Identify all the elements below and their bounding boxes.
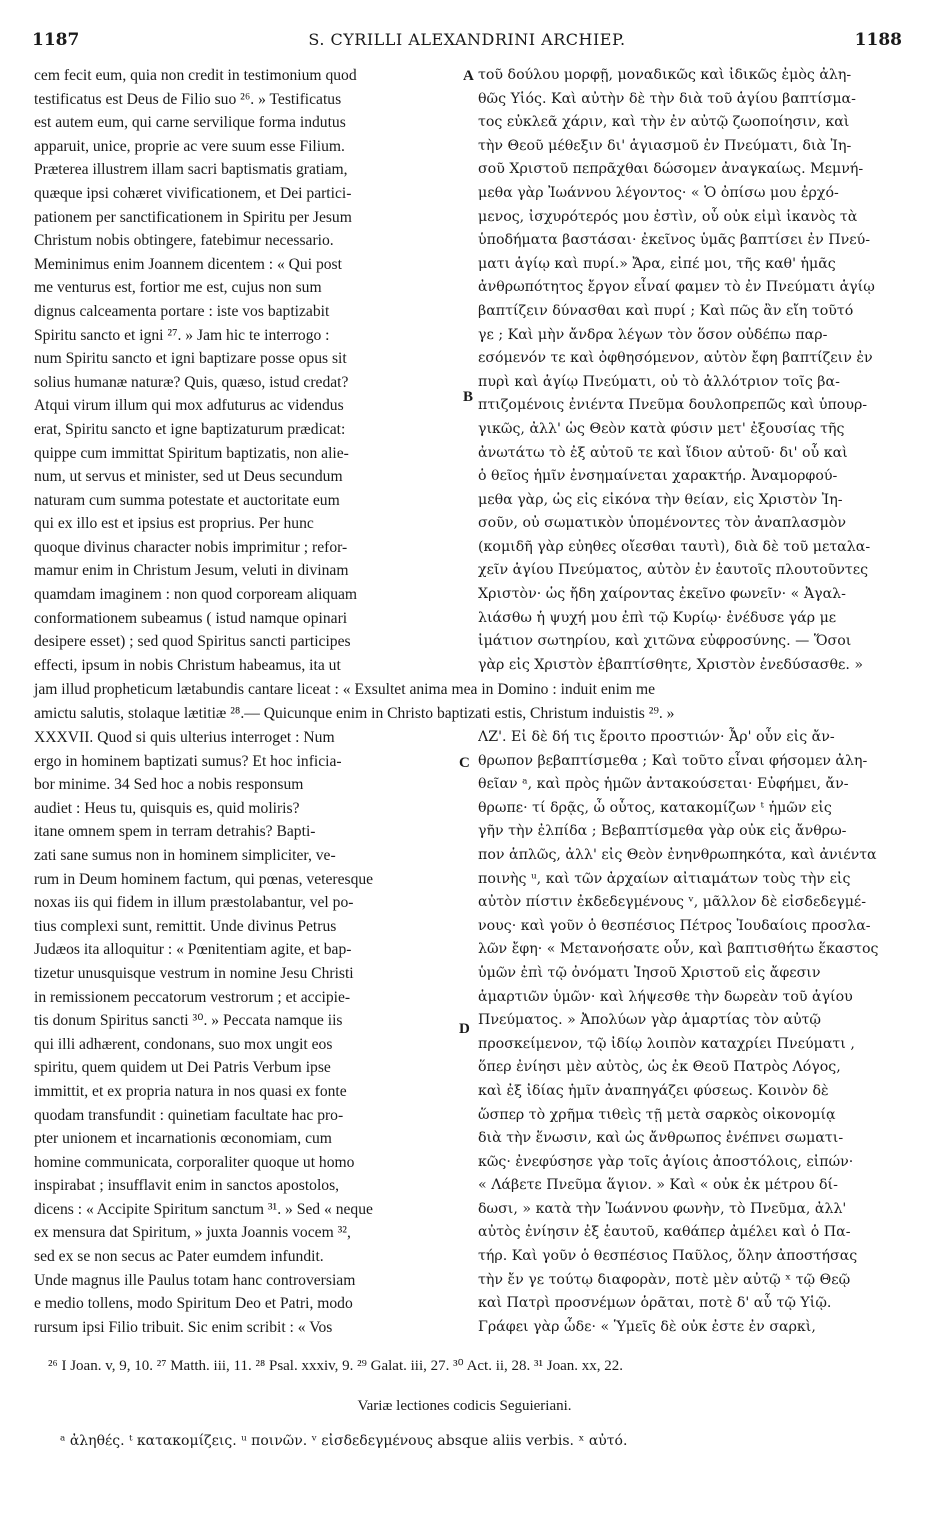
latin-text-line: pationem per sanctificationem in Spiritu per Jesum xyxy=(34,208,352,226)
running-title: S. CYRILLI ALEXANDRINI ARCHIEP. xyxy=(308,30,626,49)
latin-text-line: quippe cum immittat Spiritum baptizatis, non alie- xyxy=(34,444,349,462)
latin-text-line: qui illi adhærent, condonans, suo mox ungit eos xyxy=(34,1035,333,1053)
latin-text-line: immittit, et ex propria natura in nos quasi ex fonte xyxy=(34,1082,347,1100)
greek-text-line: ΛΖ'. Εἰ δὲ δή τις ἔροιτο προστιών· Ἆρ' οὖν εἰς ἄν- xyxy=(478,729,835,745)
latin-text-line: qui ex illo est et ipsius est proprius. Per hunc xyxy=(34,515,314,533)
greek-text-line: δωσι, » κατὰ τὴν Ἰωάννου φωνὴν, τὸ Πνεῦμα, ἀλλ' xyxy=(478,1200,847,1217)
latin-text-line: inspirabat ; insufflavit enim in sanctos apostolos, xyxy=(34,1177,340,1195)
latin-text-line: in remissionem peccatorum vestrorum ; et accipie- xyxy=(34,988,351,1006)
latin-text-line: XXXVII. Quod si quis ulterius interroget : Num xyxy=(34,729,335,746)
latin-text-line: apparuit, unice, proprie ac vere suum esse Filium. xyxy=(34,137,345,155)
latin-text-line: quoque divinus character nobis imprimitur ; refor- xyxy=(34,538,348,556)
latin-text-line: tius complexi sunt, remittit. Unde divinus Petrus xyxy=(34,917,337,935)
latin-text-line: tis donum Spiritus sancti ³⁰. » Peccata namque iis xyxy=(34,1012,343,1030)
greek-text-line: θῶς Υἱός. Καὶ αὐτὴν δὲ τὴν διὰ τοῦ ἁγίου βαπτίσμα- xyxy=(478,90,856,107)
latin-text-line: Præterea illustrem illam sacri baptismatis gratiam, xyxy=(34,161,348,179)
latin-text-line: quæque ipsi cohæret vivificationem, et Dei partici- xyxy=(34,184,352,202)
greek-column-lower xyxy=(478,726,898,1339)
greek-text-line: αὐτὸν πίστιν ἐκδεδεγμένους ᵛ, μᾶλλον δὲ εἰσδεδεγμέ- xyxy=(478,894,867,911)
greek-text-line: Γράφει γὰρ ὧδε· « Ὑμεῖς δὲ οὐκ ἐστε ἐν σαρκὶ, xyxy=(478,1318,816,1335)
greek-text-line: Χριστὸν· ὡς ἤδη χαίροντας ἐκεῖνο φωνεῖν· « Ἀγαλ- xyxy=(478,586,846,603)
greek-text-line: κῶς· ἐνεφύσησε γὰρ τοῖς ἁγίοις ἀποστόλοις, εἰπών· xyxy=(478,1153,854,1170)
greek-text-line: ὑποδήματα βαστάσαι· ἐκεῖνος ὑμᾶς βαπτίσει ἐν Πνεύ- xyxy=(478,232,871,249)
latin-text-line: rursum ipsi Filio tribuit. Sic enim scribit : « Vos xyxy=(34,1318,333,1336)
latin-text-line: rum in Deum hominem factum, qui pœnas, veteresque xyxy=(34,870,374,888)
greek-text-line: γε ; Καὶ μὴν ἄνδρα λέγων τὸν ὅσον οὐδέπω παρ- xyxy=(478,326,828,343)
greek-text-line: μεθα γὰρ, ὡς εἰς εἰκόνα τὴν θείαν, εἰς Χριστὸν Ἰη- xyxy=(478,491,843,508)
footnotes: ²⁶ I Joan. v, 9, 10. ²⁷ Matth. iii, 11. ²⁸ Psal. xxxiv, 9. ²⁹ Galat. iii, 27. ³⁰ Act. ii, 28. ³¹ Joan. xx, 22. xyxy=(48,1358,624,1374)
greek-text-line: ὅπερ ἐνίησι μὲν αὐτὸς, ὡς ἐκ Θεοῦ Πατρὸς Λόγος, xyxy=(478,1059,841,1076)
latin-column-lower xyxy=(34,726,458,1339)
greek-text-line: λιάσθω ἡ ψυχή μου ἐπὶ τῷ Κυρίῳ· ἐνέδυσε γάρ με xyxy=(478,609,837,626)
greek-text-line: μενος, ἰσχυρότερός μου ἐστὶν, οὗ οὐκ εἰμὶ ἱκανὸς τὰ xyxy=(478,208,858,225)
greek-text-line: ὁ θεῖος ἡμῖν ἐνσημαίνεται χαρακτήρ. Ἀναμορφού- xyxy=(478,468,838,485)
latin-text-line: cem fecit eum, quia non credit in testimonium quod xyxy=(34,67,357,84)
latin-text-line: est autem eum, qui carne servilique forma indutus xyxy=(34,114,346,132)
latin-text-line: quamdam imaginem : non quod corpoream aliquam xyxy=(34,586,358,604)
greek-text-line: διὰ τὴν ἕνωσιν, καὶ ὡς ἄνθρωπος ἐνέπνει σωματι- xyxy=(478,1130,844,1147)
latin-column-upper xyxy=(34,64,458,677)
latin-text-line: me venturus est, fortior me est, cujus non sum xyxy=(34,279,322,297)
latin-text-line: Christum nobis obtingere, fatebimur necessario. xyxy=(34,232,334,250)
latin-text-line: Spiritu sancto et igni ²⁷. » Jam hic te interrogo : xyxy=(34,326,330,344)
latin-text-line: effecti, ipsum in nobis Christum habeamus, ita ut xyxy=(34,656,341,674)
latin-text-line: tizetur unusquisque vestrum in nomine Jesu Christi xyxy=(34,964,354,982)
greek-text-line: ἀνωτάτω τὸ ἐξ αὐτοῦ τε καὶ ἴδιον αὐτοῦ· δι' οὗ καὶ xyxy=(478,444,848,461)
greek-text-line: ποινὴς ᵘ, καὶ τῶν ἀρχαίων αἰτιαμάτων τοὺς τὴν εἰς xyxy=(478,870,851,887)
latin-text-line: dignus calceamenta portare : iste vos baptizabit xyxy=(34,302,330,320)
greek-text-line: λῶν ἔφη· « Μετανοήσατε οὖν, καὶ βαπτισθήτω ἕκαστος xyxy=(478,941,879,958)
greek-text-line: αὐτὸς ἐνίησιν ἐξ ἑαυτοῦ, καθάπερ ἀμέλει καὶ ὁ Πα- xyxy=(478,1224,851,1241)
latin-text-line: ex mensura dat Spiritum, » juxta Joannis vocem ³², xyxy=(34,1224,351,1242)
left-page-number: 1187 xyxy=(32,30,80,50)
latin-text-line: itane omnem spem in terram detrahis? Bapti- xyxy=(34,823,316,841)
greek-text-line: πτιζομένοις ἐνιέντα Πνεῦμα δουλοπρεπῶς καὶ ὑπουρ- xyxy=(478,397,868,414)
greek-text-line: θεῖαν ᵃ, καὶ πρὸς ἡμῶν ἀντακούσεται· Εὐφήμει, ἄν- xyxy=(478,776,849,793)
greek-text-line: γικῶς, ἀλλ' ὡς Θεὸν κατὰ φύσιν μετ' ἐξουσίας τῆς xyxy=(478,420,845,437)
spanning-line: jam illud propheticum lætabundis cantare liceat : « Exsultet anima mea in Domino : induit enim me xyxy=(34,681,656,698)
latin-text-line: mamur enim in Christum Jesum, veluti in divinam xyxy=(34,562,349,580)
greek-text-line: γῆν τὴν ἐλπίδα ; Βεβαπτίσμεθα γὰρ οὐκ εἰς ἄνθρω- xyxy=(478,823,847,840)
latin-text-line: num, ut servus et minister, sed ut Deus secundum xyxy=(34,468,343,486)
latin-text-line: homine communicata, corporaliter quoque ut homo xyxy=(34,1153,355,1171)
greek-text-line: μεθα γὰρ Ἰωάννου λέγοντος· « Ὁ ὀπίσω μου ἐρχό- xyxy=(478,184,839,201)
greek-text-line: προσκείμενον, τῷ ἰδίῳ λοιπὸν καταχρίει Πνεύματι , xyxy=(478,1035,855,1052)
latin-text-line: testificatus est Deus de Filio suo ²⁶. » Testificatus xyxy=(34,90,342,108)
greek-text-line: τὴν Θεοῦ μέθεξιν δι' ἁγιασμοῦ ἐν Πνεύματι, διὰ Ἰη- xyxy=(478,137,852,154)
latin-text-line: audiet : Heus tu, quisquis es, quid moliris? xyxy=(34,799,300,817)
latin-text-line: erat, Spiritu sancto et igne baptizaturum prædicat: xyxy=(34,420,346,438)
greek-text-line: ἀνθρωπότητος ἔργον εἶναί φαμεν τὸ ἐν Πνεύματι ἁγίῳ xyxy=(478,279,875,296)
latin-text-line: spiritu, quem quidem ut Dei Patris Verbum ipse xyxy=(34,1059,331,1077)
latin-text-line: bor minime. 34 Sed hoc a nobis responsum xyxy=(34,776,304,794)
greek-text-line: ἱμάτιον σωτηρίου, καὶ χιτῶνα εὐφροσύνης. — Ὅσοι xyxy=(478,633,852,650)
greek-text-line: « Λάβετε Πνεῦμα ἅγιον. » Καὶ « οὐκ ἐκ μέτρου δί- xyxy=(478,1177,838,1194)
margin-marker-a: A xyxy=(463,68,474,84)
latin-text-line: Meminimus enim Joannem dicentem : « Qui post xyxy=(34,255,342,273)
variae-lectiones: ᵃ ἀληθές. ᵗ κατακομίζεις. ᵘ ποινῶν. ᵛ εἰσδεδεγμένους absque aliis verbis. ˣ αὐτό. xyxy=(60,1433,628,1449)
greek-text-line: ματι ἁγίῳ καὶ πυρί.» Ἄρα, εἰπέ μοι, τῆς καθ' ἡμᾶς xyxy=(478,255,836,272)
right-page-number: 1188 xyxy=(854,30,902,50)
latin-text-line: conformationem subeamus ( istud namque opinari xyxy=(34,609,348,627)
latin-text-line: naturam cum summa potestate et auctoritate eum xyxy=(34,491,340,509)
greek-text-line: τοῦ δούλου μορφῇ, μοναδικῶς καὶ ἰδικῶς ἐμὸς ἀλη- xyxy=(478,67,852,83)
greek-text-line: εσόμενόν τε καὶ ὀφθησόμενον, αὐτὸν ἔφη βαπτίζειν ἐν xyxy=(478,350,873,367)
latin-text-line: noxas iis qui fidem in illum præstolabantur, vel po- xyxy=(34,894,354,912)
greek-text-line: βαπτίζειν δύνασθαι καὶ πυρί ; Καὶ πῶς ἂν εἴη τοῦτό xyxy=(478,302,854,319)
latin-text-line: zati sane sumus non in hominem simpliciter, ve- xyxy=(34,846,336,864)
greek-text-line: (κομιδῆ γὰρ εὐηθες οἴεσθαι ταυτὶ), διὰ δὲ τοῦ μεταλα- xyxy=(478,538,871,555)
greek-text-line: τήρ. Καὶ γοῦν ὁ θεσπέσιος Παῦλος, ὅλην ἀποστήσας xyxy=(478,1248,858,1265)
latin-text-line: pter unionem et incarnationis œconomiam, cum xyxy=(34,1130,332,1148)
margin-marker-c: C xyxy=(459,755,470,771)
latin-text-line: Atqui virum illum qui mox adfuturus ac videndus xyxy=(34,397,344,415)
greek-text-line: ὥσπερ τὸ χρῆμα τιθεὶς τῇ μετὰ σαρκὸς οἰκονομίᾳ xyxy=(478,1106,836,1123)
latin-text-line: desipere esset) ; sed quod Spiritus sancti participes xyxy=(34,633,351,651)
latin-text-line: Judæos ita alloquitur : « Pœnitentiam agite, et bap- xyxy=(34,941,352,959)
greek-text-line: θρωπε· τί δρᾷς, ὦ οὗτος, κατακομίζων ᵗ ἡμῶν εἰς xyxy=(478,799,832,816)
page-header xyxy=(32,30,902,60)
greek-text-line: πυρὶ καὶ ἁγίῳ Πνεύματι, οὐ τὸ ἀλλότριον τοῖς βα- xyxy=(478,373,840,390)
variae-lectiones-title: Variæ lectiones codicis Seguieriani. xyxy=(357,1398,572,1414)
latin-text-line: dicens : « Accipite Spiritum sanctum ³¹. » Sed « neque xyxy=(34,1200,373,1218)
margin-marker-d: D xyxy=(459,1021,470,1037)
greek-text-line: χεῖν ἁγίου Πνεύματος, αὐτὸν ἐν ἑαυτοῖς πλουτοῦντες xyxy=(478,562,869,579)
greek-text-line: τος εὐκλεᾶ χάριν, καὶ τὴν ἐν αὐτῷ ζωοποίησιν, καὶ xyxy=(478,114,850,131)
greek-text-line: γὰρ εἰς Χριστὸν ἐβαπτίσθητε, Χριστὸν ἐνεδύσασθε. » xyxy=(478,656,864,673)
greek-text-line: πον ἁπλῶς, ἀλλ' εἰς Θεὸν ἐνηνθρωπηκότα, καὶ ἀνιέντα xyxy=(478,846,877,863)
greek-text-line: ὑμῶν ἐπὶ τῷ ὀνόματι Ἰησοῦ Χριστοῦ εἰς ἄφεσιν xyxy=(478,964,821,981)
greek-column-upper xyxy=(478,64,898,677)
greek-text-line: νους· καὶ γοῦν ὁ θεσπέσιος Πέτρος Ἰουδαίοις προσλα- xyxy=(478,917,871,934)
greek-text-line: ἁμαρτιῶν ὑμῶν· καὶ λήψεσθε τὴν δωρεὰν τοῦ ἁγίου xyxy=(478,988,853,1005)
greek-text-line: τὴν ἔν γε τούτῳ διαφορὰν, ποτὲ μὲν αὐτῷ ˣ τῷ Θεῷ xyxy=(478,1271,851,1288)
latin-text-line: ergo in hominem baptizati sumus? Et hoc inficia- xyxy=(34,752,342,770)
greek-text-line: καὶ ἐξ ἰδίας ἡμῖν ἀναπηγάζει φύσεως. Κοινὸν δὲ xyxy=(478,1082,829,1099)
latin-text-line: Unde magnus ille Paulus totam hanc controversiam xyxy=(34,1271,356,1289)
latin-text-line: num Spiritu sancto et igni baptizare posse opus sit xyxy=(34,350,347,368)
latin-text-line: sed ex se non secus ac Pater eumdem infundit. xyxy=(34,1248,324,1266)
latin-text-line: e medio tollens, modo Spiritum Deo et Patri, modo xyxy=(34,1295,353,1313)
greek-text-line: σοῦν, οὐ σωματικὸν ὑπομένοντες τὸν ἀναπλασμὸν xyxy=(478,515,846,532)
spanning-line: amictu salutis, stolaque lætitiæ ²⁸.— Quicunque enim in Christo baptizati estis, Christum induistis ²⁹. » xyxy=(34,705,675,722)
greek-text-line: θρωπον βεβαπτίσμεθα ; Καὶ τοῦτο εἶναι φήσομεν ἀλη- xyxy=(478,752,868,769)
margin-marker-b: B xyxy=(463,389,474,405)
latin-text-line: solius humanæ naturæ? Quis, quæso, istud credat? xyxy=(34,373,349,391)
latin-text-line: quodam transfundit : quinetiam facultate hac pro- xyxy=(34,1106,344,1124)
greek-text-line: σοῦ Χριστοῦ πεπρᾶχθαι δώσομεν ἀναγκαίως. Μεμνή- xyxy=(478,161,864,178)
greek-text-line: Πνεύματος. » Ἀπολύων γὰρ ἁμαρτίας τὸν αὐτῷ xyxy=(478,1012,821,1029)
greek-text-line: καὶ Πατρὶ προσνέμων ὁρᾶται, ποτὲ δ' αὖ τῷ Υἱῷ. xyxy=(478,1295,832,1312)
